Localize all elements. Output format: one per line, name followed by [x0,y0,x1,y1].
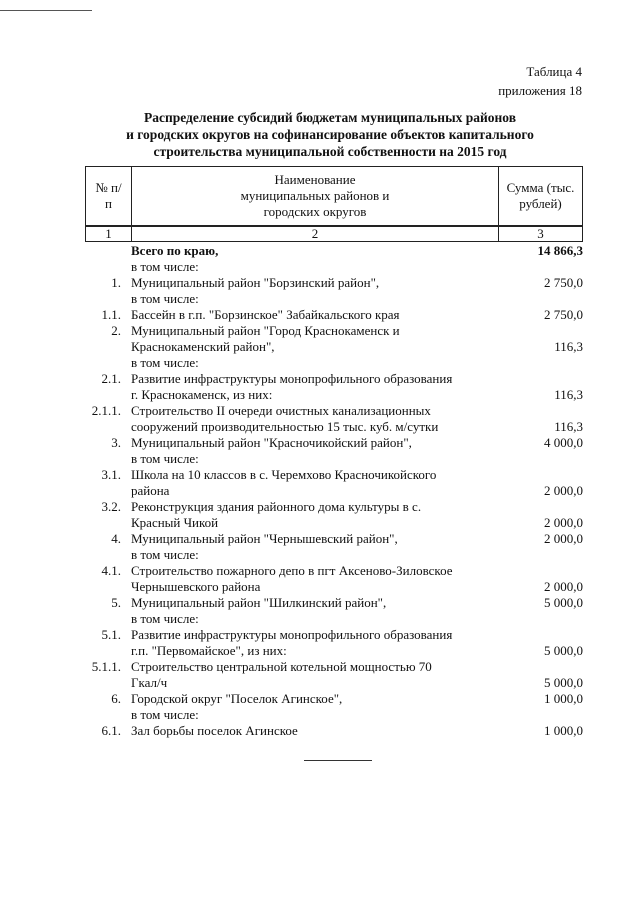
header-sum: Сумма (тыс. рублей) [498,166,583,226]
row-name: Муниципальный район "Город Краснокаменск и Краснокаменский район", [131,323,400,354]
table-row [85,467,583,499]
title-line: Распределение субсидий бюджетам муниципальных районов [143,110,517,125]
row-number: 5.1.1. [91,659,121,674]
header-index-3: 3 [498,226,583,242]
row-sum: 2 000,0 [544,579,583,594]
row-number: 3.2. [101,499,121,514]
header-index-2: 2 [131,226,499,242]
row-name: в том числе: [131,259,199,274]
row-sum: 116,3 [554,419,583,434]
table-row [85,531,583,547]
row-number: 1. [111,275,121,290]
row-sum: 2 000,0 [544,483,583,498]
row-name: в том числе: [131,611,199,626]
row-name: Муниципальный район "Чернышевский район", [131,531,398,546]
row-name: Школа на 10 классов в с. Черемхово Красночикойского района [131,467,437,498]
table-row [85,291,583,307]
row-name: Строительство центральной котельной мощностью 70 Гкал/ч [131,659,432,690]
table-body [85,243,583,739]
table-row [85,435,583,451]
row-sum: 1 000,0 [544,723,583,738]
row-number: 4. [111,531,121,546]
row-sum: 1 000,0 [544,691,583,706]
header-name: Наименование муниципальных районов и городских округов [131,166,499,226]
row-sum: 2 000,0 [544,515,583,530]
row-number: 2.1.1. [91,403,121,418]
header-num: № п/п [85,166,132,226]
table-row [85,307,583,323]
table-row [85,723,583,739]
table-row [85,659,583,691]
table-row [85,707,583,723]
row-sum: 2 000,0 [544,531,583,546]
table-row [85,691,583,707]
appendix-label: приложения 18 [498,83,582,98]
row-sum: 2 750,0 [544,275,583,290]
row-name: Бассейн в г.п. "Борзинское" Забайкальского края [131,307,400,322]
row-name: Всего по краю, [131,243,219,258]
table-row [85,595,583,611]
row-name: Городской округ "Поселок Агинское", [131,691,343,706]
row-sum: 5 000,0 [544,595,583,610]
row-name: Муниципальный район "Шилкинский район", [131,595,387,610]
bottom-rule [304,760,372,761]
row-sum: 116,3 [554,339,583,354]
row-number: 6. [111,691,121,706]
table-row [85,275,583,291]
table-row [85,371,583,403]
row-name: Муниципальный район "Красночикойский район", [131,435,412,450]
row-sum: 4 000,0 [544,435,583,450]
row-name: в том числе: [131,291,199,306]
top-rule [0,10,92,11]
row-name: Развитие инфраструктуры монопрофильного образования г.п. "Первомайское", из них: [131,627,453,658]
table-label: Таблица 4 [526,64,582,79]
row-name: в том числе: [131,547,199,562]
table-row [85,243,583,259]
row-sum: 5 000,0 [544,643,583,658]
table-row [85,355,583,371]
row-name: Зал борьбы поселок Агинское [131,723,298,738]
table-row [85,451,583,467]
row-name: Муниципальный район "Борзинский район", [131,275,380,290]
document-title [90,109,570,160]
table-row [85,563,583,595]
row-number: 2.1. [101,371,121,386]
row-name: Строительство II очереди очистных канализационных сооружений производительностью 15 тыс. куб. м/сутки [131,403,439,434]
row-name: Строительство пожарного депо в пгт Аксеново-Зиловское Чернышевского района [131,563,453,594]
table-header [85,166,583,241]
table-reference [498,62,582,100]
title-line: и городских округов на софинансирование объектов капитального [126,127,534,142]
table-row [85,547,583,563]
row-sum: 14 866,3 [537,243,583,258]
title-line: строительства муниципальной собственности на 2015 год [153,144,507,159]
table-row [85,403,583,435]
row-number: 5.1. [101,627,121,642]
row-sum: 2 750,0 [544,307,583,322]
row-sum: 116,3 [554,387,583,402]
row-number: 1.1. [101,307,121,322]
row-name: в том числе: [131,355,199,370]
row-name: в том числе: [131,451,199,466]
row-name: Развитие инфраструктуры монопрофильного образования г. Краснокаменск, из них: [131,371,453,402]
row-number: 2. [111,323,121,338]
header-index-1: 1 [85,226,132,242]
table-row [85,499,583,531]
row-number: 5. [111,595,121,610]
row-number: 3.1. [101,467,121,482]
row-name: в том числе: [131,707,199,722]
table-row [85,611,583,627]
table-row [85,323,583,355]
table-row [85,259,583,275]
row-number: 3. [111,435,121,450]
row-number: 4.1. [101,563,121,578]
row-number: 6.1. [101,723,121,738]
row-name: Реконструкция здания районного дома культуры в с. Красный Чикой [131,499,422,530]
table-row [85,627,583,659]
row-sum: 5 000,0 [544,675,583,690]
